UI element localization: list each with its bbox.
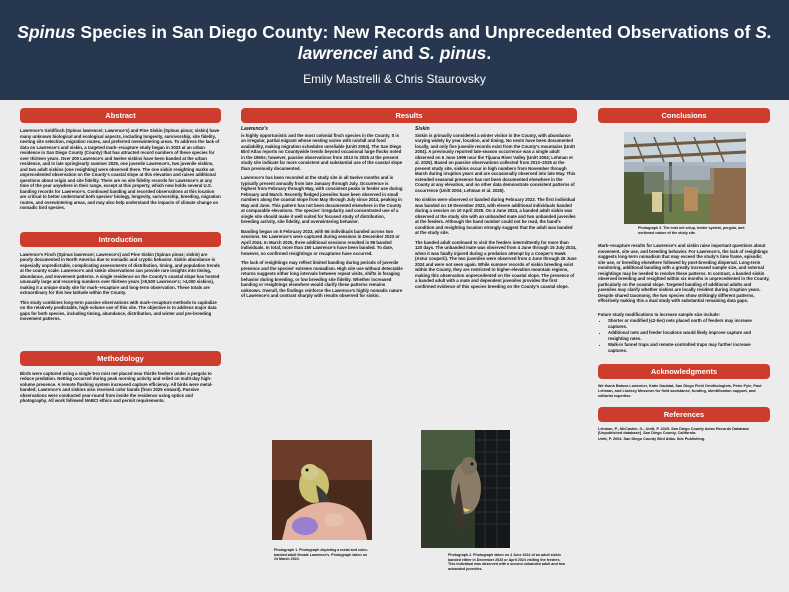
- methodology-paragraph: Birds were captured using a single 9-m mist net placed near thistle feeders under a pergola to reduce predation. Netting occurred during peak morning activity and relied on multi-day high-volume presence. A remote flushing system increased capture efficiency. All birds were metal-banded; Lawrence's and siskins also received color bands (from 2025 onward). Passive observations were conducted year-round from inside the residence using optics and photography. All work followed NABCI ethics and permit requirements.: [20, 370, 213, 403]
- goldfinch-in-hand-image: [272, 440, 372, 540]
- photo-lawrences-goldfinch: [272, 440, 372, 540]
- methodology-heading: Methodology: [20, 351, 221, 366]
- right-column: [598, 108, 770, 446]
- photo-pine-siskin: [421, 430, 510, 548]
- poster-authors: Emily Mastrelli & Chris Staurovsky: [303, 72, 486, 86]
- introduction-paragraph: This study combines long-term passive observations with mark–recapture methods to capitalize on the relatively predictable, high-volume use of this site. The objective is to address major data gaps for both species, including timing, abundance, distribution, and winter and pre-breeding movement patterns.: [20, 299, 217, 321]
- title-text-1: Species in San Diego County: New Records and Unprecedented Observations of: [75, 22, 756, 42]
- left-column: [20, 108, 221, 408]
- acknowledgments-text: [598, 384, 770, 398]
- lawrences-paragraph: The lack of resightings may reflect limited banding during periods of juvenile presence and the species' extreme nomadism. High site use without detectable returns suggests either long intervals between repeat visits, shifts in foraging behavior during breeding, or low breeding site fidelity. Whether increased banding or resightings elsewhere would clarify these patterns remains unknown. Overall, the findings reinforce the Lawrence's highly nomadic nature of Lawrence's and contrast sharply with results observed for siskin.: [241, 260, 403, 298]
- results-lawrences: [241, 127, 403, 303]
- abstract-paragraph: Lawrence's Goldfinch (Spinus lawrencei; Lawrence's) and Pine Siskin (Spinus pinus; siskin) have many unknown biological and ecological aspects, including longevity, survivorship, site fidelity, nesting site selection, migration routes, and preferred overwintering areas. To address the lack of data on Lawrence's and siskin, a targeted mark–recapture study began in 2023 at an urban residence in San Diego County (County) that has attracted record numbers of these species for over thirteen years. Over 200 Lawrence's and twelve siskins have been banded at the urban residence, and in late spring/early summer 2025, one juvenile Lawrence's, two juvenile siskins, and two adult siskins (one resighting) were observed there. The one siskin resighting marks an unprecedented observation on the County's coastal slope at this elevation and raises additional questions about origin and site fidelity. There are no site fidelity records for Lawrence's at any time of the year anywhere in their range, except at this property, which now holds several U.S. banding records for Lawrence's. Continued banding and recorded observations at this location are critical to better understand both species' biology, longevity, survivorship, breeding, migration routes, and overwintering areas, and may also help understand the impacts of climate change on nomadic bird species.: [20, 128, 221, 210]
- photo-study-site: [624, 132, 746, 224]
- conclusions-text: [598, 243, 770, 353]
- photo2-caption: Photograph 2. Photograph taken on 4 June 2024 of an adult siskin banded either in December 2023 or April 2024 visiting the feeders. This individual was observed with a second unbanded adult and two unbanded juveniles.: [448, 553, 566, 571]
- future-study-intro: Future study modifications to increase sample size include:: [598, 311, 721, 317]
- future-study-item: • Additional nets and feeder locations would likely improve capture and resighting rates.: [608, 330, 770, 341]
- title-italic-lawrencei: S. lawrencei: [297, 22, 772, 63]
- lawrences-subheading: Lawrence's: [241, 126, 269, 132]
- siskin-paragraph: Siskin is primarily considered a winter visitor in the County, with abundance varying widely by year, location, and timing. No nests have been documented locally, and only five juvenile records exist from the County's mountains (Unitt 2004). A previously reported late-season occurrence was a single adult observed on 6 June 1999 near the Tijuana River Valley (Unitt 2004; Lehman et al. 2025). Based on passive observations collected from 2013–2025 at the present study site, siskins occur in high numbers from November through March during irruption years and are occasionally observed into late May. This extended seasonal presence has not been documented elsewhere in the County at any elevation, and no other data demonstrate consistent patterns of occurrence (Unitt 2004; Lehman et al. 2025).: [415, 132, 576, 193]
- references-heading: References: [598, 407, 770, 422]
- introduction-text: [20, 252, 221, 322]
- acknowledgments-paragraph: We thank Batsea Lowecher, Katie Daublat, San Diego Field Ornithologists, Peter Pyle, Paul Lehman, and Lindsey Messmer for field assistance, funding, identification support, and editorial expertise.: [598, 384, 762, 398]
- lawrences-paragraph: is highly opportunistic and the most colonial finch species in the County. It is an irregular, partial migrant whose nesting varies with rainfall and food availability, making migration schedules unreliable (Unitt 2004). The San Diego Bird Atlas reports no Countywide trends beyond occasional large flocks noted in the 1960s; however, passive observations from 2013 to 2025 at the present study site indicate far more consistent and substantial use of the coastal slope than previously documented.: [241, 132, 403, 171]
- title-italic-pinus: S. pinus: [418, 43, 487, 63]
- abstract-text: [20, 128, 221, 211]
- conclusions-paragraph: Mark–recapture results for Lawrence's and siskin raise important questions about movement, site use, and breeding behavior. For Lawrence's, the lack of resightings suggests long-term nomadism that may exceed the study's time frame, episodic site use, or breeding elsewhere followed by post-breeding dispersal. Long-term monitoring, additional banding with a greatly increased sample size, and external resightings may be needed to resolve these patterns. In contrast, a banded siskin observed breeding and resighted within six months is unprecedented in the County, particularly on the coastal slope. Targeted banding of additional adults and juveniles may clarify whether siskins are locally resident during irruption years. Despite shared taxonomy, the two species show strikingly different patterns, effectively making this a dual study with substantial remaining data gaps.: [598, 243, 770, 304]
- lawrences-paragraph: Banding began on 5 February 2023, with 66 individuals banded across two sessions. No Lawrence's were captured during sessions in December 2023 or April 2024. In March 2025, three additional sessions resulted in 88 banded individuals. In total, more than 150 Lawrence's have been banded. To date, however, no confirmed resightings or recaptures have occurred.: [241, 228, 400, 256]
- conclusions-heading: Conclusions: [598, 108, 770, 123]
- poster-title: [0, 0, 789, 64]
- future-study-item: • Walk-in funnel traps and remote-controlled traps may further increase captures.: [608, 342, 770, 353]
- references-text: [598, 427, 770, 442]
- abstract-heading: Abstract: [20, 108, 221, 123]
- title-text-3: .: [486, 43, 492, 63]
- results-heading: Results: [241, 108, 577, 123]
- mist-net-pergola-image: [624, 132, 746, 224]
- results-siskin: [415, 127, 577, 303]
- siskin-paragraph: The banded adult continued to visit the feeders intermittently for more than 120 days. The unbanded mate was observed from 4 June through 15 July 2024, when it was fatally injured during a predation attempt by a Cooper's Hawk (Astur cooperii). The two juveniles were observed from 4 June through 26 June 2024 and were not seen again. While summer records of siskin breeding exist within the County, they are restricted to higher-elevation mountain regions, making this observation unprecedented on the coastal slope. The presence of a banded adult with a mate and dependent juveniles provides the first confirmed evidence of this species breeding on the County's coastal slope.: [415, 239, 577, 289]
- poster-header: [0, 0, 789, 100]
- reference-item: Unitt, P. 2004. San Diego County Bird Atlas. Ibis Publishing.: [598, 437, 706, 442]
- lawrences-paragraph: Lawrence's has been recorded at the study site in all twelve months and is typically present annually from late January through July. Occurrence is highest from February through May, with consistent peaks in feeder use during February and March. Recently fledged juveniles have been observed in small numbers along the coastal slope from May through July since 2014, peaking in May and June. This pattern has not been documented elsewhere in the County at comparable elevations. The species' irregularity and concentrated use of a single site should make it well suited for focused study of distribution, breeding activity, site fidelity, and overwintering behavior.: [241, 175, 403, 224]
- results-body: [241, 127, 577, 303]
- title-text-2: and: [377, 43, 419, 63]
- siskin-subheading: Siskin: [415, 126, 430, 132]
- title-italic-genus: Spinus: [17, 22, 76, 42]
- future-study-item: • Shorter or modified (≤2-tier) nets placed north of feeders may increase captures.: [608, 318, 770, 329]
- photo1-caption: Photograph 1. Photograph depicting a metal and color-banded adult female Lawrence's. Photograph taken on 24 March 2024.: [274, 548, 369, 562]
- reference-item: Lehman, P., McCaskie, G., Unitt, P. 2025. San Diego County Avian Records Database [Unpublished database]. San Diego County, California.: [598, 426, 750, 436]
- introduction-paragraph: Lawrence's Finch (Spinus lawrencei; Lawrence's) and Pine Siskin (Spinus pinus; siskin) are poorly documented in North America due to nomadic and cryptic behavior. Siskin abundance is especially unpredictable, complicating assessments of distribution, timing, and population trends at the county scale. Lawrence's and siskin observations can provide rare insights into timing, abundance, and movement patterns. A single residence on the County's coastal slope has hosted unusually large and recurring numbers over thirteen years (>8,500 Lawrence's; >4,000 siskins), making it a unique study site for mark–recapture and long-term observation. These totals are extraordinary for this low latitude within the County.: [20, 251, 220, 295]
- acknowledgments-heading: Acknowledgments: [598, 364, 770, 379]
- siskin-on-feeder-image: [421, 430, 510, 548]
- siskin-paragraph: No siskins were observed or banded during February 2023. The first individual was banded on 19 December 2023, with eleven additional individuals banded during a session on 10 April 2025. On 4 June 2024, a banded adult siskin was observed at the study site with an unbanded mate and two unbanded juveniles at the feeders. Although the band number could not be read, the band's condition and resighting location strongly suggest that the adult was banded at the study site.: [415, 197, 576, 235]
- methodology-text: [20, 371, 221, 404]
- photo3-caption: Photograph 3. The mist net setup, feeder system, pergola, and northeast nature of the study site.: [638, 226, 745, 235]
- introduction-heading: Introduction: [20, 232, 221, 247]
- results-column: [241, 108, 577, 303]
- future-study-list: [598, 318, 770, 353]
